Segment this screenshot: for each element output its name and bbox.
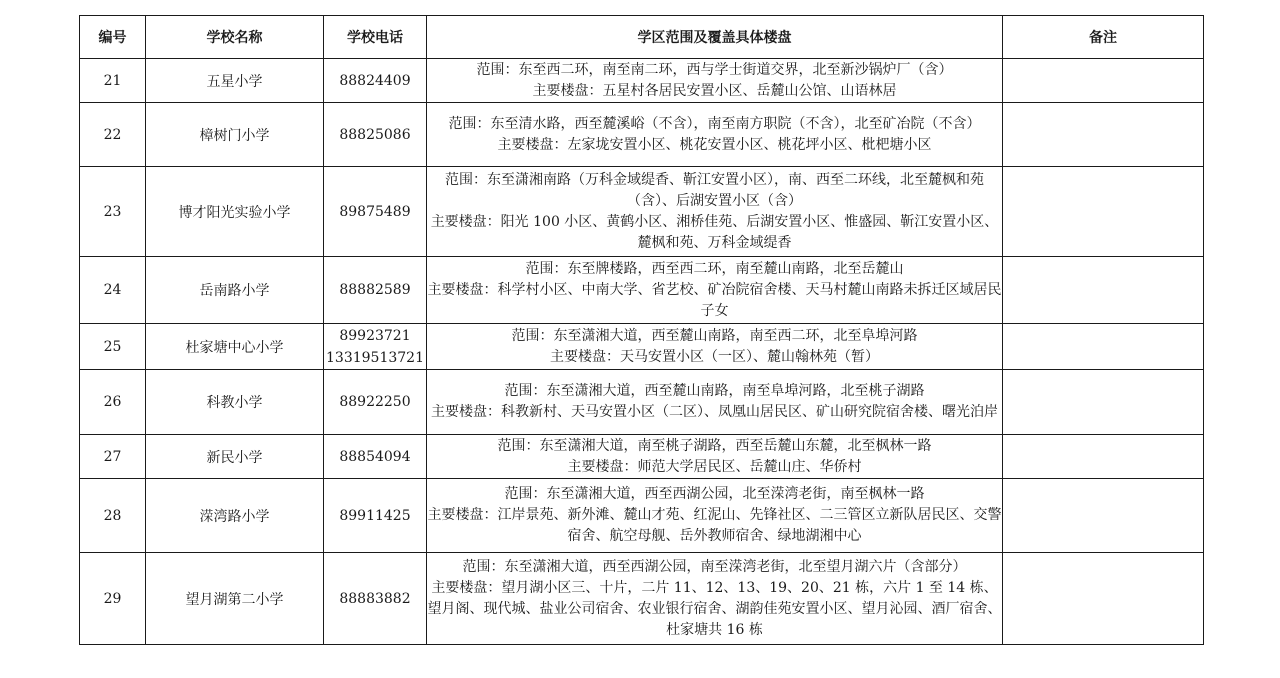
phone-number: 88883882 xyxy=(339,590,411,607)
range-text: 范围：东至清水路，西至麓溪峪（不含），南至南方职院（不含），北至矿冶院（不含） xyxy=(448,115,981,132)
row-note xyxy=(1003,370,1204,435)
phone-number: 88922250 xyxy=(339,394,411,410)
estates-text: 主要楼盘：科教新村、天马安置小区（二区）、凤凰山居民区、矿山研究院宿舍楼、曙光泊岸 xyxy=(431,404,998,420)
phone-number: 89911425 xyxy=(339,507,411,524)
table-row xyxy=(80,435,1204,479)
range-text: 范围：东至潇湘大道，西至西湖公园，北至溁湾老街，南至枫林一路 xyxy=(504,486,925,502)
phone-number: 89923721 xyxy=(339,327,411,344)
range-text: 范围：东至西二环，南至南二环，西与学士街道交界，北至新沙锅炉厂（含） xyxy=(476,61,953,78)
header-school-name: 学校名称 xyxy=(146,16,324,59)
estates-text: 主要楼盘：江岸景苑、新外滩、麓山才苑、红泥山、先锋社区、二三管区立新队居民区、交警宿舍、航空母舰、岳外教师宿舍、绿地湖湘中心 xyxy=(427,507,1002,544)
phone-number: 88854094 xyxy=(339,448,411,465)
school-district-table xyxy=(79,15,1204,645)
table-row xyxy=(80,167,1204,257)
row-school-name: 溁湾路小学 xyxy=(146,479,324,553)
row-phone xyxy=(324,257,427,324)
header-note: 备注 xyxy=(1003,16,1204,59)
row-no: 23 xyxy=(80,167,146,257)
phone-number: 88824409 xyxy=(339,72,411,89)
row-phone xyxy=(324,479,427,553)
phone-number: 88825086 xyxy=(339,126,411,143)
header-district-range: 学区范围及覆盖具体楼盘 xyxy=(427,16,1003,59)
table-row xyxy=(80,257,1204,324)
row-note xyxy=(1003,59,1204,103)
row-school-name: 樟树门小学 xyxy=(146,103,324,167)
range-text: 范围：东至潇湘大道，西至麓山南路，南至阜埠河路，北至桃子湖路 xyxy=(504,383,925,399)
row-no: 24 xyxy=(80,257,146,324)
range-text: 范围：东至潇湘大道，西至麓山南路，南至西二环，北至阜埠河路 xyxy=(511,327,918,344)
row-phone xyxy=(324,553,427,645)
row-range xyxy=(427,167,1003,257)
estates-text: 主要楼盘：师范大学居民区、岳麓山庄、华侨村 xyxy=(567,458,862,475)
row-no: 26 xyxy=(80,370,146,435)
row-note xyxy=(1003,553,1204,645)
row-note xyxy=(1003,435,1204,479)
row-range xyxy=(427,324,1003,370)
row-range xyxy=(427,435,1003,479)
estates-text: 主要楼盘：科学村小区、中南大学、省艺校、矿冶院宿舍楼、天马村麓山南路未拆迁区域居民子女 xyxy=(427,281,1002,319)
row-school-name: 新民小学 xyxy=(146,435,324,479)
row-note xyxy=(1003,257,1204,324)
range-text: 范围：东至牌楼路，西至西二环，南至麓山南路，北至岳麓山 xyxy=(525,260,904,277)
table-row xyxy=(80,324,1204,370)
phone-number: 89875489 xyxy=(339,203,411,220)
row-no: 21 xyxy=(80,59,146,103)
phone-number: 13319513721 xyxy=(326,349,424,366)
table-row xyxy=(80,103,1204,167)
range-text: 范围：东至潇湘南路（万科金域缇香、靳江安置小区），南、西至二环线，北至麓枫和苑（含）、后湖安置小区（含） xyxy=(445,171,984,209)
header-row xyxy=(80,16,1204,59)
row-note xyxy=(1003,324,1204,370)
estates-text: 主要楼盘：望月湖小区三、十片，二片 11、12、13、19、20、21 栋，六片 1 至 14 栋、望月阁、现代城、盐业公司宿舍、农业银行宿舍、湖韵佳苑安置小区、望月沁园、酒厂宿舍、杜家塘共 16 栋 xyxy=(427,579,1002,638)
row-note xyxy=(1003,479,1204,553)
row-no: 28 xyxy=(80,479,146,553)
row-school-name: 望月湖第二小学 xyxy=(146,553,324,645)
phone-number: 88882589 xyxy=(339,282,411,298)
row-range xyxy=(427,59,1003,103)
row-school-name: 杜家塘中心小学 xyxy=(146,324,324,370)
range-text: 范围：东至潇湘大道，西至西湖公园，南至溁湾老街，北至望月湖六片（含部分） xyxy=(462,558,967,575)
range-text: 范围：东至潇湘大道，南至桃子湖路，西至岳麓山东麓，北至枫林一路 xyxy=(497,437,932,454)
row-phone xyxy=(324,103,427,167)
row-school-name: 岳南路小学 xyxy=(146,257,324,324)
row-note xyxy=(1003,167,1204,257)
row-phone xyxy=(324,370,427,435)
estates-text: 主要楼盘：天马安置小区（一区）、麓山翰林苑（暂） xyxy=(550,348,879,365)
row-range xyxy=(427,103,1003,167)
row-school-name: 博才阳光实验小学 xyxy=(146,167,324,257)
row-range xyxy=(427,370,1003,435)
row-school-name: 五星小学 xyxy=(146,59,324,103)
estates-text: 主要楼盘：阳光 100 小区、黄鹤小区、湘桥佳苑、后湖安置小区、惟盛园、靳江安置小区、麓枫和苑、万科金域缇香 xyxy=(430,213,999,251)
row-no: 29 xyxy=(80,553,146,645)
estates-text: 主要楼盘：左家垅安置小区、桃花安置小区、桃花坪小区、枇杷塘小区 xyxy=(497,136,932,153)
header-school-phone: 学校电话 xyxy=(324,16,427,59)
row-range xyxy=(427,257,1003,324)
header-no: 编号 xyxy=(80,16,146,59)
table-row xyxy=(80,370,1204,435)
table-row xyxy=(80,479,1204,553)
row-school-name: 科教小学 xyxy=(146,370,324,435)
row-phone xyxy=(324,167,427,257)
row-phone xyxy=(324,435,427,479)
table-row xyxy=(80,59,1204,103)
row-phone xyxy=(324,324,427,370)
estates-text: 主要楼盘：五星村各居民安置小区、岳麓山公馆、山语林居 xyxy=(532,82,897,99)
row-range xyxy=(427,479,1003,553)
row-no: 22 xyxy=(80,103,146,167)
row-no: 27 xyxy=(80,435,146,479)
row-no: 25 xyxy=(80,324,146,370)
row-range xyxy=(427,553,1003,645)
table-row xyxy=(80,553,1204,645)
row-note xyxy=(1003,103,1204,167)
row-phone xyxy=(324,59,427,103)
